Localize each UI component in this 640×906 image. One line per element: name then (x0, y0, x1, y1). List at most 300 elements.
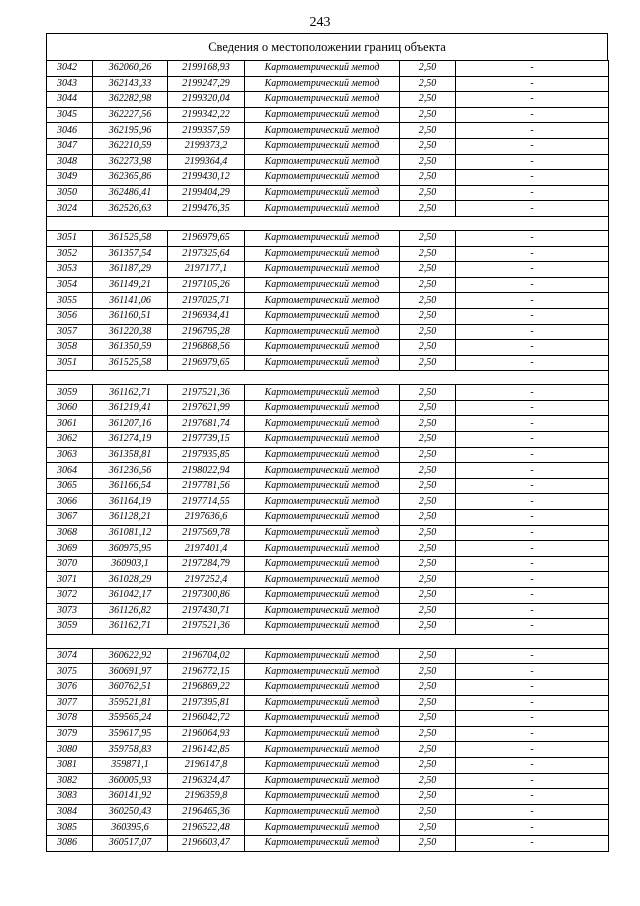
description-cell: - (456, 92, 609, 108)
description-cell: - (456, 355, 609, 371)
y-coordinate-cell: 2197105,26 (168, 277, 245, 293)
x-coordinate-cell: 359565,24 (93, 711, 168, 727)
point-number-cell: 3047 (47, 138, 93, 154)
point-number-cell: 3048 (47, 154, 93, 170)
table-row (47, 726, 609, 742)
x-coordinate-cell: 361187,29 (93, 262, 168, 278)
description-cell: - (456, 711, 609, 727)
method-cell: Картометрический метод (245, 123, 400, 139)
description-cell: - (456, 572, 609, 588)
description-cell: - (456, 201, 609, 217)
table-row (47, 400, 609, 416)
table-row (47, 416, 609, 432)
x-coordinate-cell: 361162,71 (93, 385, 168, 401)
point-number-cell: 3050 (47, 185, 93, 201)
description-cell: - (456, 230, 609, 246)
accuracy-cell: 2,50 (400, 76, 456, 92)
table-row (47, 385, 609, 401)
y-coordinate-cell: 2197569,78 (168, 525, 245, 541)
y-coordinate-cell: 2196934,41 (168, 308, 245, 324)
y-coordinate-cell: 2196979,65 (168, 230, 245, 246)
table-row (47, 525, 609, 541)
accuracy-cell: 2,50 (400, 679, 456, 695)
table-row (47, 230, 609, 246)
table-row (47, 835, 609, 851)
block-separator (47, 634, 609, 648)
method-cell: Картометрический метод (245, 92, 400, 108)
y-coordinate-cell: 2199404,29 (168, 185, 245, 201)
point-number-cell: 3057 (47, 324, 93, 340)
description-cell: - (456, 773, 609, 789)
accuracy-cell: 2,50 (400, 835, 456, 851)
table-row (47, 541, 609, 557)
table-row (47, 201, 609, 217)
y-coordinate-cell: 2199364,4 (168, 154, 245, 170)
y-coordinate-cell: 2197781,56 (168, 478, 245, 494)
y-coordinate-cell: 2197935,85 (168, 447, 245, 463)
x-coordinate-cell: 361525,58 (93, 355, 168, 371)
x-coordinate-cell: 360622,92 (93, 648, 168, 664)
point-number-cell: 3080 (47, 742, 93, 758)
y-coordinate-cell: 2197521,36 (168, 385, 245, 401)
x-coordinate-cell: 362195,96 (93, 123, 168, 139)
y-coordinate-cell: 2196042,72 (168, 711, 245, 727)
x-coordinate-cell: 361081,12 (93, 525, 168, 541)
method-cell: Картометрический метод (245, 804, 400, 820)
x-coordinate-cell: 361236,56 (93, 463, 168, 479)
table-row (47, 262, 609, 278)
description-cell: - (456, 432, 609, 448)
point-number-cell: 3083 (47, 789, 93, 805)
point-number-cell: 3058 (47, 340, 93, 356)
method-cell: Картометрический метод (245, 107, 400, 123)
accuracy-cell: 2,50 (400, 726, 456, 742)
x-coordinate-cell: 362486,41 (93, 185, 168, 201)
accuracy-cell: 2,50 (400, 711, 456, 727)
description-cell: - (456, 619, 609, 635)
coordinates-table-body (47, 61, 609, 852)
point-number-cell: 3069 (47, 541, 93, 557)
method-cell: Картометрический метод (245, 556, 400, 572)
y-coordinate-cell: 2196142,85 (168, 742, 245, 758)
description-cell: - (456, 525, 609, 541)
point-number-cell: 3070 (47, 556, 93, 572)
x-coordinate-cell: 361220,38 (93, 324, 168, 340)
accuracy-cell: 2,50 (400, 324, 456, 340)
x-coordinate-cell: 361274,19 (93, 432, 168, 448)
point-number-cell: 3059 (47, 385, 93, 401)
point-number-cell: 3073 (47, 603, 93, 619)
x-coordinate-cell: 360005,93 (93, 773, 168, 789)
y-coordinate-cell: 2199357,59 (168, 123, 245, 139)
description-cell: - (456, 246, 609, 262)
y-coordinate-cell: 2196603,47 (168, 835, 245, 851)
description-cell: - (456, 463, 609, 479)
method-cell: Картометрический метод (245, 679, 400, 695)
y-coordinate-cell: 2196324,47 (168, 773, 245, 789)
point-number-cell: 3043 (47, 76, 93, 92)
description-cell: - (456, 154, 609, 170)
method-cell: Картометрический метод (245, 400, 400, 416)
method-cell: Картометрический метод (245, 340, 400, 356)
accuracy-cell: 2,50 (400, 107, 456, 123)
y-coordinate-cell: 2197621,99 (168, 400, 245, 416)
method-cell: Картометрический метод (245, 185, 400, 201)
accuracy-cell: 2,50 (400, 603, 456, 619)
point-number-cell: 3059 (47, 619, 93, 635)
accuracy-cell: 2,50 (400, 556, 456, 572)
table-row (47, 804, 609, 820)
y-coordinate-cell: 2197252,4 (168, 572, 245, 588)
table-row (47, 572, 609, 588)
accuracy-cell: 2,50 (400, 742, 456, 758)
table-row (47, 138, 609, 154)
point-number-cell: 3064 (47, 463, 93, 479)
method-cell: Картометрический метод (245, 588, 400, 604)
x-coordinate-cell: 362273,98 (93, 154, 168, 170)
y-coordinate-cell: 2196465,36 (168, 804, 245, 820)
x-coordinate-cell: 362210,59 (93, 138, 168, 154)
accuracy-cell: 2,50 (400, 572, 456, 588)
accuracy-cell: 2,50 (400, 447, 456, 463)
x-coordinate-cell: 359871,1 (93, 757, 168, 773)
description-cell: - (456, 726, 609, 742)
y-coordinate-cell: 2197681,74 (168, 416, 245, 432)
block-separator (47, 216, 609, 230)
accuracy-cell: 2,50 (400, 246, 456, 262)
point-number-cell: 3056 (47, 308, 93, 324)
y-coordinate-cell: 2196359,8 (168, 789, 245, 805)
method-cell: Картометрический метод (245, 603, 400, 619)
table-row (47, 447, 609, 463)
accuracy-cell: 2,50 (400, 185, 456, 201)
method-cell: Картометрический метод (245, 246, 400, 262)
accuracy-cell: 2,50 (400, 525, 456, 541)
point-number-cell: 3065 (47, 478, 93, 494)
method-cell: Картометрический метод (245, 773, 400, 789)
y-coordinate-cell: 2197177,1 (168, 262, 245, 278)
description-cell: - (456, 170, 609, 186)
y-coordinate-cell: 2197300,86 (168, 588, 245, 604)
method-cell: Картометрический метод (245, 293, 400, 309)
method-cell: Картометрический метод (245, 711, 400, 727)
y-coordinate-cell: 2199320,04 (168, 92, 245, 108)
description-cell: - (456, 804, 609, 820)
table-row (47, 820, 609, 836)
description-cell: - (456, 400, 609, 416)
description-cell: - (456, 293, 609, 309)
point-number-cell: 3055 (47, 293, 93, 309)
table-row (47, 664, 609, 680)
point-number-cell: 3051 (47, 355, 93, 371)
y-coordinate-cell: 2199373,2 (168, 138, 245, 154)
boundary-table-frame (46, 33, 608, 852)
point-number-cell: 3085 (47, 820, 93, 836)
x-coordinate-cell: 361162,71 (93, 619, 168, 635)
x-coordinate-cell: 360517,07 (93, 835, 168, 851)
table-row (47, 478, 609, 494)
accuracy-cell: 2,50 (400, 463, 456, 479)
accuracy-cell: 2,50 (400, 293, 456, 309)
method-cell: Картометрический метод (245, 478, 400, 494)
x-coordinate-cell: 362365,86 (93, 170, 168, 186)
accuracy-cell: 2,50 (400, 92, 456, 108)
method-cell: Картометрический метод (245, 447, 400, 463)
description-cell: - (456, 664, 609, 680)
description-cell: - (456, 820, 609, 836)
description-cell: - (456, 695, 609, 711)
method-cell: Картометрический метод (245, 726, 400, 742)
accuracy-cell: 2,50 (400, 123, 456, 139)
table-row (47, 107, 609, 123)
x-coordinate-cell: 361164,19 (93, 494, 168, 510)
x-coordinate-cell: 361028,29 (93, 572, 168, 588)
point-number-cell: 3052 (47, 246, 93, 262)
table-row (47, 185, 609, 201)
table-row (47, 76, 609, 92)
y-coordinate-cell: 2197401,4 (168, 541, 245, 557)
x-coordinate-cell: 361141,06 (93, 293, 168, 309)
point-number-cell: 3024 (47, 201, 93, 217)
x-coordinate-cell: 361357,54 (93, 246, 168, 262)
x-coordinate-cell: 361358,81 (93, 447, 168, 463)
x-coordinate-cell: 361219,41 (93, 400, 168, 416)
accuracy-cell: 2,50 (400, 308, 456, 324)
table-row (47, 695, 609, 711)
y-coordinate-cell: 2196795,28 (168, 324, 245, 340)
description-cell: - (456, 308, 609, 324)
x-coordinate-cell: 360691,97 (93, 664, 168, 680)
x-coordinate-cell: 362227,56 (93, 107, 168, 123)
description-cell: - (456, 757, 609, 773)
accuracy-cell: 2,50 (400, 355, 456, 371)
description-cell: - (456, 494, 609, 510)
description-cell: - (456, 76, 609, 92)
table-row (47, 355, 609, 371)
accuracy-cell: 2,50 (400, 201, 456, 217)
description-cell: - (456, 603, 609, 619)
y-coordinate-cell: 2196064,93 (168, 726, 245, 742)
accuracy-cell: 2,50 (400, 773, 456, 789)
x-coordinate-cell: 361207,16 (93, 416, 168, 432)
accuracy-cell: 2,50 (400, 154, 456, 170)
point-number-cell: 3062 (47, 432, 93, 448)
point-number-cell: 3044 (47, 92, 93, 108)
method-cell: Картометрический метод (245, 463, 400, 479)
description-cell: - (456, 541, 609, 557)
point-number-cell: 3063 (47, 447, 93, 463)
description-cell: - (456, 510, 609, 526)
y-coordinate-cell: 2196522,48 (168, 820, 245, 836)
accuracy-cell: 2,50 (400, 61, 456, 77)
x-coordinate-cell: 362143,33 (93, 76, 168, 92)
accuracy-cell: 2,50 (400, 432, 456, 448)
x-coordinate-cell: 359521,81 (93, 695, 168, 711)
method-cell: Картометрический метод (245, 76, 400, 92)
y-coordinate-cell: 2196869,22 (168, 679, 245, 695)
y-coordinate-cell: 2199342,22 (168, 107, 245, 123)
accuracy-cell: 2,50 (400, 695, 456, 711)
y-coordinate-cell: 2196704,02 (168, 648, 245, 664)
point-number-cell: 3042 (47, 61, 93, 77)
y-coordinate-cell: 2197395,81 (168, 695, 245, 711)
method-cell: Картометрический метод (245, 525, 400, 541)
method-cell: Картометрический метод (245, 432, 400, 448)
x-coordinate-cell: 360250,43 (93, 804, 168, 820)
point-number-cell: 3049 (47, 170, 93, 186)
point-number-cell: 3054 (47, 277, 93, 293)
y-coordinate-cell: 2197636,6 (168, 510, 245, 526)
point-number-cell: 3075 (47, 664, 93, 680)
y-coordinate-cell: 2196868,56 (168, 340, 245, 356)
method-cell: Картометрический метод (245, 355, 400, 371)
method-cell: Картометрический метод (245, 138, 400, 154)
accuracy-cell: 2,50 (400, 664, 456, 680)
x-coordinate-cell: 361350,59 (93, 340, 168, 356)
table-row (47, 757, 609, 773)
y-coordinate-cell: 2196772,15 (168, 664, 245, 680)
accuracy-cell: 2,50 (400, 820, 456, 836)
x-coordinate-cell: 359758,83 (93, 742, 168, 758)
point-number-cell: 3046 (47, 123, 93, 139)
accuracy-cell: 2,50 (400, 541, 456, 557)
x-coordinate-cell: 361160,51 (93, 308, 168, 324)
accuracy-cell: 2,50 (400, 262, 456, 278)
x-coordinate-cell: 360975,95 (93, 541, 168, 557)
description-cell: - (456, 556, 609, 572)
description-cell: - (456, 679, 609, 695)
y-coordinate-cell: 2197325,64 (168, 246, 245, 262)
y-coordinate-cell: 2197714,55 (168, 494, 245, 510)
point-number-cell: 3061 (47, 416, 93, 432)
y-coordinate-cell: 2197025,71 (168, 293, 245, 309)
table-row (47, 494, 609, 510)
method-cell: Картометрический метод (245, 742, 400, 758)
point-number-cell: 3086 (47, 835, 93, 851)
method-cell: Картометрический метод (245, 619, 400, 635)
description-cell: - (456, 123, 609, 139)
accuracy-cell: 2,50 (400, 138, 456, 154)
method-cell: Картометрический метод (245, 835, 400, 851)
point-number-cell: 3076 (47, 679, 93, 695)
block-separator (47, 371, 609, 385)
page-number: 243 (309, 15, 331, 30)
description-cell: - (456, 447, 609, 463)
point-number-cell: 3066 (47, 494, 93, 510)
table-row (47, 92, 609, 108)
method-cell: Картометрический метод (245, 510, 400, 526)
x-coordinate-cell: 362282,98 (93, 92, 168, 108)
point-number-cell: 3045 (47, 107, 93, 123)
method-cell: Картометрический метод (245, 648, 400, 664)
description-cell: - (456, 478, 609, 494)
accuracy-cell: 2,50 (400, 385, 456, 401)
table-row (47, 340, 609, 356)
point-number-cell: 3078 (47, 711, 93, 727)
y-coordinate-cell: 2198022,94 (168, 463, 245, 479)
y-coordinate-cell: 2196147,8 (168, 757, 245, 773)
table-row (47, 61, 609, 77)
y-coordinate-cell: 2197521,36 (168, 619, 245, 635)
accuracy-cell: 2,50 (400, 478, 456, 494)
separator-cell (47, 634, 609, 648)
point-number-cell: 3060 (47, 400, 93, 416)
description-cell: - (456, 340, 609, 356)
method-cell: Картометрический метод (245, 695, 400, 711)
point-number-cell: 3084 (47, 804, 93, 820)
accuracy-cell: 2,50 (400, 619, 456, 635)
description-cell: - (456, 61, 609, 77)
table-row (47, 308, 609, 324)
x-coordinate-cell: 361166,54 (93, 478, 168, 494)
y-coordinate-cell: 2197739,15 (168, 432, 245, 448)
table-row (47, 432, 609, 448)
x-coordinate-cell: 361126,82 (93, 603, 168, 619)
method-cell: Картометрический метод (245, 789, 400, 805)
accuracy-cell: 2,50 (400, 789, 456, 805)
y-coordinate-cell: 2199168,93 (168, 61, 245, 77)
x-coordinate-cell: 361525,58 (93, 230, 168, 246)
table-row (47, 588, 609, 604)
table-row (47, 324, 609, 340)
method-cell: Картометрический метод (245, 820, 400, 836)
table-row (47, 277, 609, 293)
table-row (47, 246, 609, 262)
table-row (47, 648, 609, 664)
method-cell: Картометрический метод (245, 308, 400, 324)
accuracy-cell: 2,50 (400, 757, 456, 773)
point-number-cell: 3071 (47, 572, 93, 588)
accuracy-cell: 2,50 (400, 170, 456, 186)
point-number-cell: 3074 (47, 648, 93, 664)
accuracy-cell: 2,50 (400, 416, 456, 432)
coordinates-table (46, 60, 609, 852)
method-cell: Картометрический метод (245, 572, 400, 588)
description-cell: - (456, 742, 609, 758)
y-coordinate-cell: 2197430,71 (168, 603, 245, 619)
point-number-cell: 3068 (47, 525, 93, 541)
table-row (47, 742, 609, 758)
method-cell: Картометрический метод (245, 416, 400, 432)
x-coordinate-cell: 359617,95 (93, 726, 168, 742)
accuracy-cell: 2,50 (400, 494, 456, 510)
description-cell: - (456, 416, 609, 432)
y-coordinate-cell: 2199476,35 (168, 201, 245, 217)
description-cell: - (456, 107, 609, 123)
table-row (47, 789, 609, 805)
point-number-cell: 3077 (47, 695, 93, 711)
y-coordinate-cell: 2196979,65 (168, 355, 245, 371)
description-cell: - (456, 648, 609, 664)
point-number-cell: 3082 (47, 773, 93, 789)
separator-cell (47, 371, 609, 385)
table-title: Сведения о местоположении границ объекта (46, 33, 608, 60)
table-row (47, 711, 609, 727)
description-cell: - (456, 789, 609, 805)
x-coordinate-cell: 362060,26 (93, 61, 168, 77)
description-cell: - (456, 385, 609, 401)
table-row (47, 463, 609, 479)
accuracy-cell: 2,50 (400, 277, 456, 293)
point-number-cell: 3081 (47, 757, 93, 773)
table-row (47, 170, 609, 186)
method-cell: Картометрический метод (245, 541, 400, 557)
description-cell: - (456, 835, 609, 851)
description-cell: - (456, 185, 609, 201)
description-cell: - (456, 138, 609, 154)
method-cell: Картометрический метод (245, 61, 400, 77)
table-row (47, 603, 609, 619)
